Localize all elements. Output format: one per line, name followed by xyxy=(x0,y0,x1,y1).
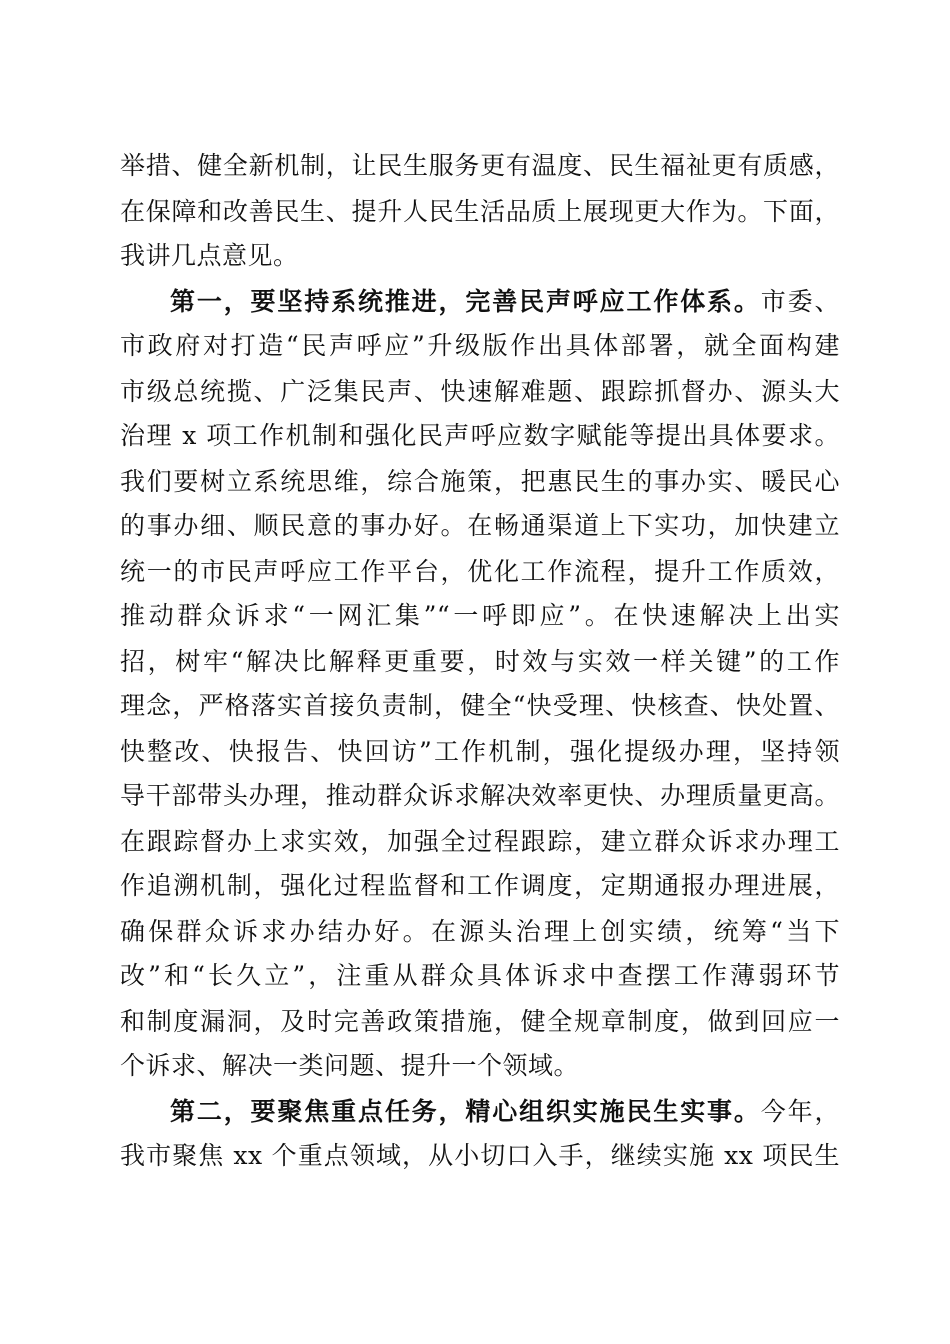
paragraph-line: 在跟踪督办上求实效，加强全过程跟踪，建立群众诉求办理工 xyxy=(120,827,840,856)
paragraph-text: 今年， xyxy=(760,1097,840,1126)
paragraph-line: 我们要树立系统思维，综合施策，把惠民生的事办实、暖民心 xyxy=(120,467,840,496)
paragraph-line: 理念，严格落实首接负责制，健全“快受理、快核查、快处置、 xyxy=(120,691,840,720)
paragraph-line: 在保障和改善民生、提升人民生活品质上展现更大作为。下面， xyxy=(120,197,840,226)
paragraph-line: 举措、健全新机制，让民生服务更有温度、民生福祉更有质感， xyxy=(120,151,840,180)
paragraph-line: 和制度漏洞，及时完善政策措施，健全规章制度，做到回应一 xyxy=(120,1007,840,1036)
paragraph-line: 统一的市民声呼应工作平台，优化工作流程，提升工作质效， xyxy=(120,557,840,586)
paragraph-line: 导干部带头办理，推动群众诉求解决效率更快、办理质量更高。 xyxy=(120,781,840,810)
paragraph-line: 的事办细、顺民意的事办好。在畅通渠道上下实功，加快建立 xyxy=(120,511,840,540)
paragraph-line: 作追溯机制，强化过程监督和工作调度，定期通报办理进展， xyxy=(120,871,840,900)
paragraph-line: 招，树牢“解决比解释更重要，时效与实效一样关键”的工作 xyxy=(120,647,840,676)
section-heading-line xyxy=(170,284,840,320)
paragraph-text: 市委、 xyxy=(760,287,840,316)
paragraph-line: 快整改、快报告、快回访”工作机制，强化提级办理，坚持领 xyxy=(120,737,840,766)
paragraph-line: 我市聚焦 xx 个重点领域，从小切口入手，继续实施 xx 项民生 xyxy=(120,1141,840,1170)
paragraph-line: 改”和“长久立”，注重从群众具体诉求中查摆工作薄弱环节 xyxy=(120,961,840,990)
paragraph-line: 个诉求、解决一类问题、提升一个领域。 xyxy=(120,1051,580,1080)
section-heading-two: 第二，要聚焦重点任务，精心组织实施民生实事。 xyxy=(170,1097,761,1126)
paragraph-line: 治理 x 项工作机制和强化民声呼应数字赋能等提出具体要求。 xyxy=(120,421,840,450)
paragraph-line: 市级总统揽、广泛集民声、快速解难题、跟踪抓督办、源头大 xyxy=(120,377,840,406)
section-heading-line xyxy=(170,1094,840,1130)
section-heading-one: 第一，要坚持系统推进，完善民声呼应工作体系。 xyxy=(170,287,761,316)
paragraph-line: 我讲几点意见。 xyxy=(120,241,299,270)
paragraph-line: 市政府对打造“民声呼应”升级版作出具体部署，就全面构建 xyxy=(120,331,840,360)
paragraph-line: 确保群众诉求办结办好。在源头治理上创实绩，统筹“当下 xyxy=(120,917,840,946)
paragraph-line: 推动群众诉求“一网汇集”“一呼即应”。在快速解决上出实 xyxy=(120,601,840,630)
